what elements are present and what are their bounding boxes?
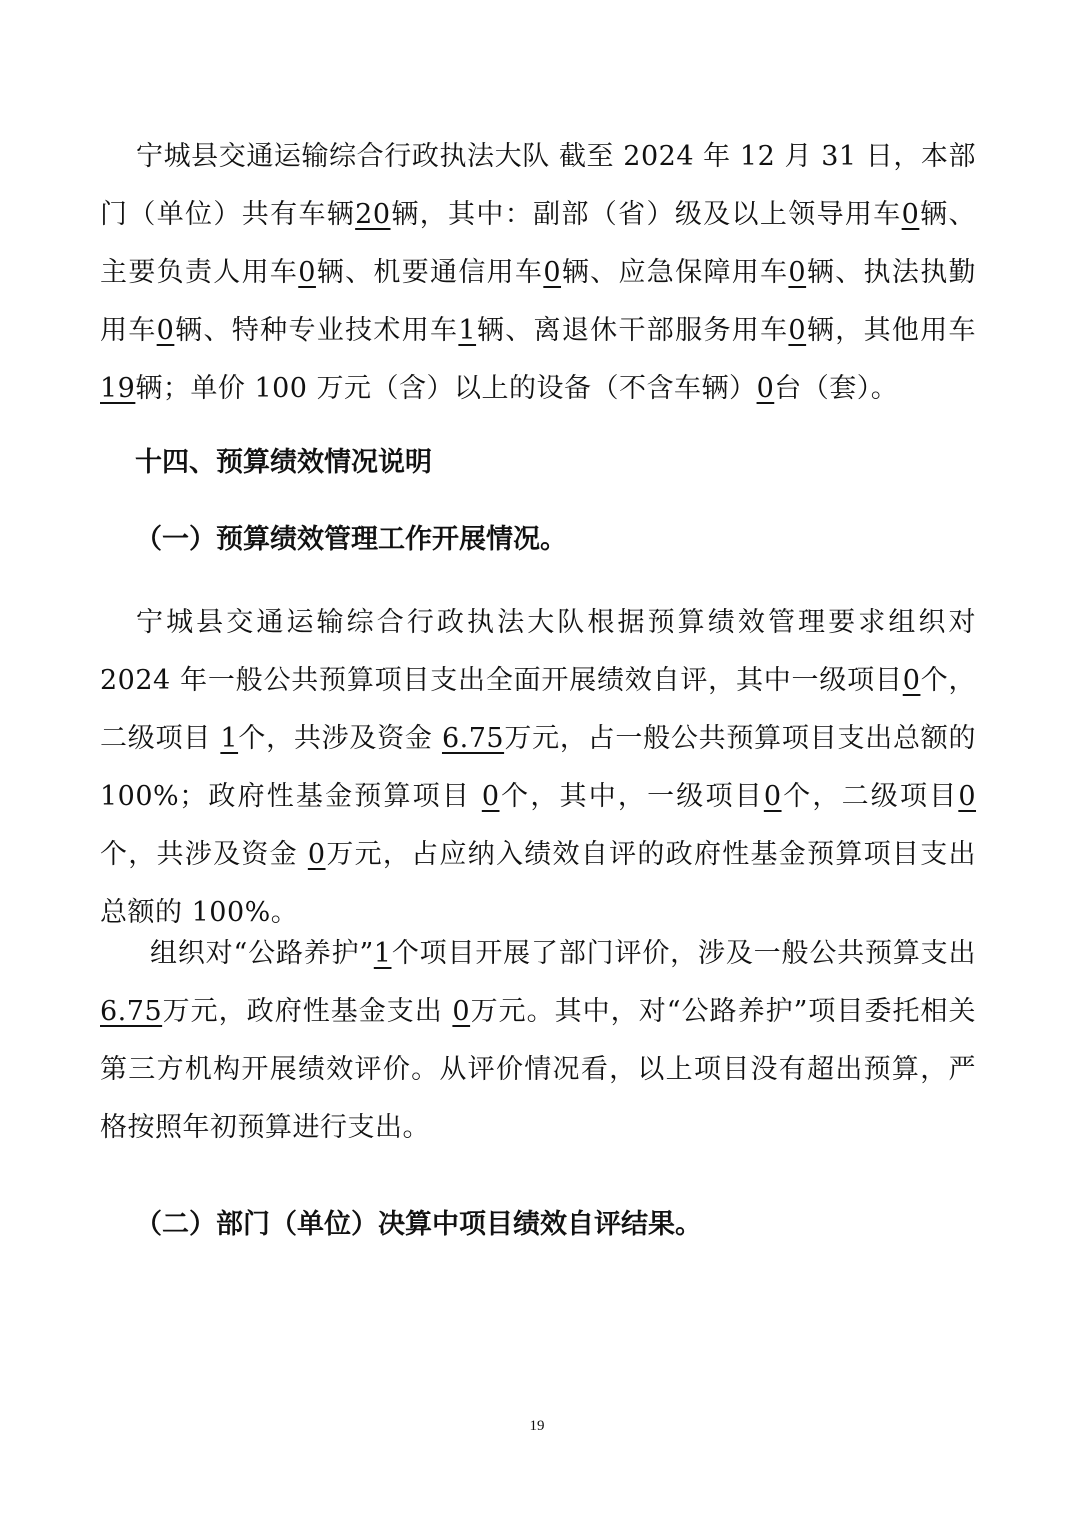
- underlined-value: 6.75: [441, 723, 505, 754]
- underlined-value: 0: [902, 665, 921, 696]
- underlined-value: 0: [481, 781, 500, 812]
- text-run: 辆、应急保障用车: [561, 257, 789, 288]
- paragraph-vehicle-count: [100, 128, 976, 418]
- text-run: 辆、离退休干部服务用车: [476, 315, 789, 346]
- text-run: 个，其中，一级项目: [499, 781, 764, 812]
- text-run: 辆，其中：副部（省）级及以上领导用车: [390, 199, 902, 230]
- text-run: 个，二级项目: [781, 781, 959, 812]
- underlined-value: 0: [763, 781, 782, 812]
- text-run: 个，共涉及资金: [100, 839, 308, 870]
- underlined-value: 0: [756, 373, 775, 404]
- text-run: 辆、机要通信用车: [315, 257, 544, 288]
- underlined-value: 0: [452, 996, 471, 1027]
- underlined-value: 0: [901, 199, 920, 230]
- underlined-value: 20: [355, 199, 391, 230]
- text-run: 万元。其中，对“公路养护”项目委托相关第三方机构开展绩效评价。从评价情况看，以上项目没有超出预算，严格按照年初预算进行支出。: [100, 996, 976, 1143]
- paragraph-department-evaluation: [100, 925, 976, 1157]
- page-number: 19: [529, 1418, 545, 1434]
- underlined-value: 1: [458, 315, 477, 346]
- underlined-value: 6.75: [100, 996, 163, 1027]
- underlined-value: 0: [788, 257, 807, 288]
- text-run: 辆；单价 100 万元（含）以上的设备（不含车辆）: [135, 373, 757, 404]
- text-run: 个项目开展了部门评价，涉及一般公共预算支出: [391, 938, 977, 969]
- underlined-value: 0: [543, 257, 562, 288]
- paragraph-self-evaluation: [100, 594, 976, 942]
- underlined-value: 0: [788, 315, 807, 346]
- text-run: 辆、执法执勤用车: [100, 257, 977, 346]
- text-run: 辆、主要负责人用车: [100, 199, 977, 288]
- underlined-value: 0: [298, 257, 316, 288]
- underlined-value: 1: [220, 723, 239, 754]
- text-run: 万元，占应纳入绩效自评的政府性基金预算项目支出总额的 100%。: [100, 839, 976, 928]
- text-run: 辆，其他用车: [806, 315, 977, 346]
- underlined-value: 1: [373, 938, 392, 969]
- text-run: 辆、特种专业技术用车: [174, 315, 459, 346]
- section-heading: 十四、预算绩效情况说明: [135, 447, 432, 478]
- text-run: 宁城县交通运输综合行政执法大队根据预算绩效管理要求组织对 2024 年一般公共预算项目支出全面开展绩效自评，其中一级项目: [100, 607, 976, 696]
- text-run: 个，二级项目: [100, 665, 977, 754]
- text-run: 个，共涉及资金: [238, 723, 442, 754]
- subheading-performance-management: （一）预算绩效管理工作开展情况。: [135, 524, 567, 555]
- text-run: 宁城县交通运输综合行政执法大队 截至 2024 年 12 月 31 日，本部门（单位）共有车辆: [100, 141, 976, 230]
- text-run: 万元，政府性基金支出: [162, 996, 453, 1027]
- underlined-value: 19: [100, 373, 136, 404]
- text-run: 万元，占一般公共预算项目支出总额的 100%；政府性基金预算项目: [100, 723, 976, 812]
- text-run: 组织对“公路养护”: [150, 938, 374, 969]
- underlined-value: 0: [958, 781, 977, 812]
- subheading-self-evaluation-results: （二）部门（单位）决算中项目绩效自评结果。: [135, 1209, 702, 1240]
- underlined-value: 0: [307, 839, 326, 870]
- underlined-value: 0: [156, 315, 175, 346]
- text-run: 台（套）。: [774, 373, 899, 404]
